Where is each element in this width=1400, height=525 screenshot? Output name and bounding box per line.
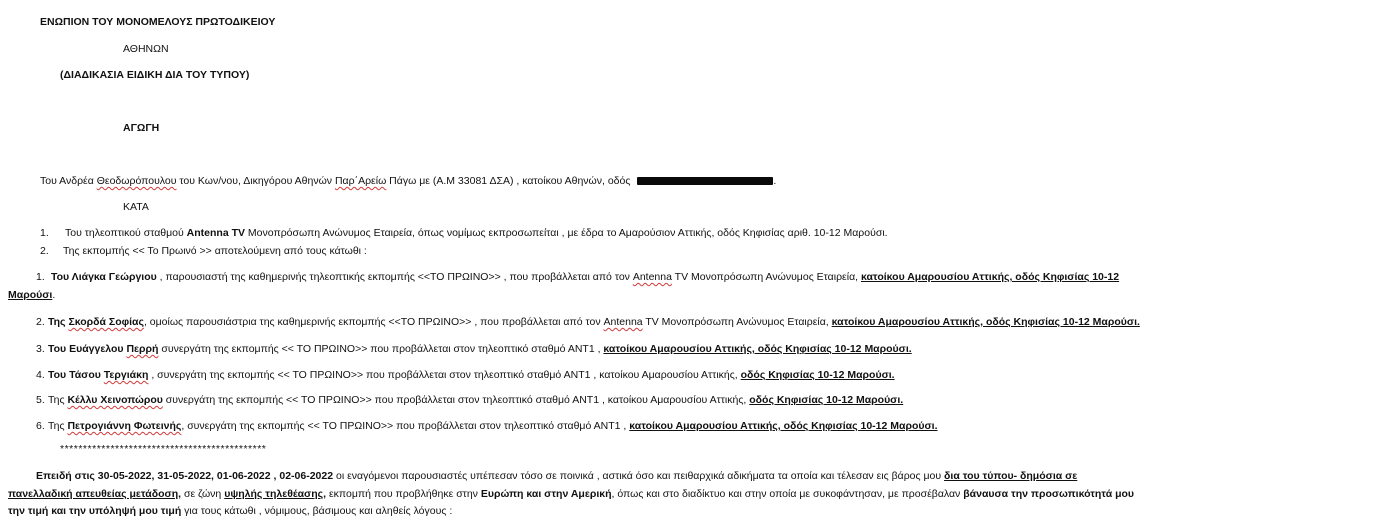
court-word: Παρ΄Αρείω	[334, 175, 387, 187]
plaintiff-line: Του Ανδρέα Θεοδωρόπουλου του Κων/νου, Δικηγόρου Αθηνών Παρ΄Αρείω Πάγω με (Α.Μ 33081 ΔΣΑ) , κατοίκου Αθηνών, οδός .	[40, 175, 777, 187]
document-title: ΑΓΩΓΗ	[123, 122, 160, 134]
party-item: 2. Της εκπομπής << Το Πρωινό >> αποτελούμενη από τους κάτωθι :	[40, 245, 367, 257]
member-item: 2. Της Σκορδά Σοφίας, ομοίως παρουσιάστρια της καθημερινής εκπομπής <<ΤΟ ΠΡΩΙΝΟ>> , που προβάλλεται από τον Antenna TV Μονοπρόσωπη Ανώνυμος Εταιρεία, κατοίκου Αμαρουσίου Αττικής, οδός Κηφισίας 10-12 Μαρούσι.	[36, 316, 1140, 328]
member-item: 1. Του Λιάγκα Γεώργιου , παρουσιαστή της καθημερινής τηλεοπτικής εκπομπής <<ΤΟ ΠΡΩΙΝΟ>> , που προβάλλεται από τον Antenna TV Μονοπρόσωπη Ανώνυμος Εταιρεία, κατοίκου Αμαρουσίου Αττικής, οδός Κηφισίας 10-12	[36, 271, 1120, 283]
court-name: ΕΝΩΠΙΟΝ ΤΟΥ ΜΟΝΟΜΕΛΟΥΣ ΠΡΩΤΟΔΙΚΕΙΟΥ	[40, 16, 276, 28]
plaintiff-name: Θεοδωρόπουλου	[96, 175, 177, 187]
member-item: 5. Της Κέλλυ Χεινοπώρου συνεργάτη της εκπομπής << ΤΟ ΠΡΩΙΝΟ>> που προβάλλεται στον τηλεοπτικό σταθμό ΑΝΤ1 , κατοίκου Αμαρουσίου Αττικής, οδός Κηφισίας 10-12 Μαρούσι.	[36, 394, 904, 406]
separator: *********************************************	[60, 443, 267, 455]
redaction-bar	[637, 177, 773, 185]
against-label: ΚΑΤΑ	[123, 201, 149, 213]
member-item: 6. Της Πετρογιάννη Φωτεινής, συνεργάτη της εκπομπής << ΤΟ ΠΡΩΙΝΟ>> που προβάλλεται στον τηλεοπτικό σταθμό ΑΝΤ1 , κατοίκου Αμαρουσίου Αττικής, οδός Κηφισίας 10-12 Μαρούσι.	[36, 420, 938, 432]
party-item: 1. Του τηλεοπτικού σταθμού Antenna TV Μονοπρόσωπη Ανώνυμος Εταιρεία, όπως νομίμως εκπροσωπείται , με έδρα το Αμαρούσιον Αττικής, οδός Κηφισίας αριθ. 10-12 Μαρούσι.	[40, 227, 888, 239]
member-item: 3. Του Ευάγγελου Περρή συνεργάτη της εκπομπής << ΤΟ ΠΡΩΙΝΟ>> που προβάλλεται στον τηλεοπτικό σταθμό ΑΝΤ1 , κατοίκου Αμαρουσίου Αττικής, οδός Κηφισίας 10-12 Μαρούσι.	[36, 343, 912, 355]
court-city: ΑΘΗΝΩΝ	[123, 43, 169, 55]
body-line: Επειδή στις 30-05-2022, 31-05-2022, 01-06-2022 , 02-06-2022 οι εναγόμενοι παρουσιαστές υπέπεσαν τόσο σε ποινικά , αστικά όσο και πειθαρχικά αδικήματα τα οποία και τέλεσαν εις βάρος μου δια του τύπου- δημόσια σε	[36, 470, 1078, 482]
member-item: 4. Του Τάσου Τεργιάκη , συνεργάτη της εκπομπής << ΤΟ ΠΡΩΙΝΟ>> που προβάλλεται στον τηλεοπτικό σταθμό ΑΝΤ1 , κατοίκου Αμαρουσίου Αττικής, οδός Κηφισίας 10-12 Μαρούσι.	[36, 369, 895, 381]
body-line: πανελλαδική απευθείας μετάδοση, σε ζώνη υψηλής τηλεθέασης, εκπομπή που προβλήθηκε στην Ευρώπη και στην Αμερική, όπως και στο διαδίκτυο και στην οποία με συκοφάντησαν, με προσέβαλαν βάναυσα την προσωπικότητά μου	[8, 488, 1135, 500]
body-line: την τιμή και την υπόληψή μου τιμή για τους κάτωθι , νόμιμους, βάσιμους και αληθείς λόγους :	[8, 505, 453, 517]
member-item-continuation: Μαρούσι.	[8, 289, 56, 301]
procedure-type: (ΔΙΑΔΙΚΑΣΙΑ ΕΙΔΙΚΗ ΔΙΑ ΤΟΥ ΤΥΠΟΥ)	[60, 69, 250, 81]
